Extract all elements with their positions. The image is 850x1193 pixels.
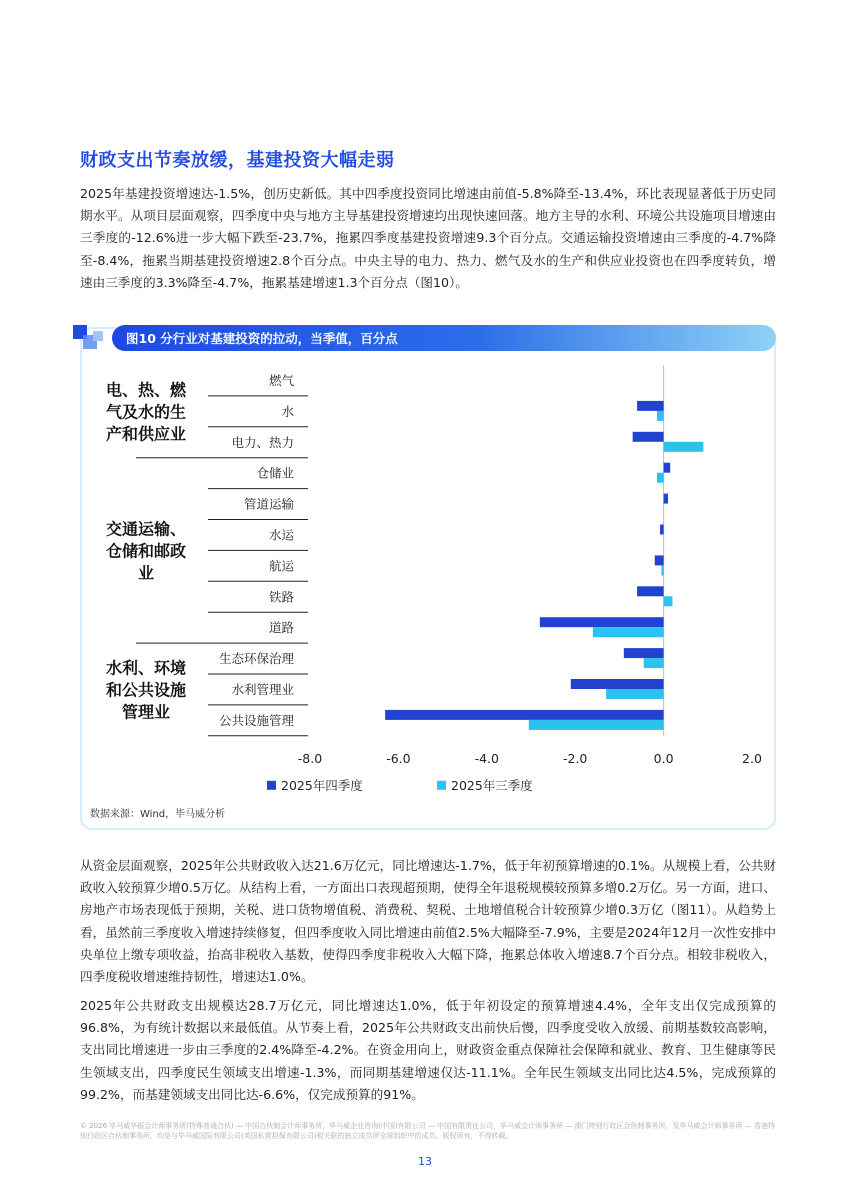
paragraph-infrastructure: 2025年基建投资增速达-1.5%，创历史新低。其中四季度投资同比增速由前值-5.8%降至-13.4%，环比表现显著低于历史同期水平。从项目层面观察，四季度中央与地方主导基建投资增速均出现快速回落。地方主导的水利、环境公共设施项目增速由三季度的-12.6%进一步大幅下跌至-23.7%，拖累四季度基建投资增速9.3个百分点。交通运输投资增速由三季度的-4.7%降至-8.4%，拖累当期基建投资增速2.8个百分点。中央主导的电力、热力、燃气及水的生产和供应业投资也在四季度转负，增速由三季度的3.3%降至-4.7%，拖累基建增速1.3个百分点（图10）。	[80, 186, 776, 290]
bar-q4	[624, 648, 664, 658]
bar-q4	[664, 494, 668, 504]
x-tick-label: 2.0	[742, 750, 762, 766]
category-label: 水运	[268, 527, 294, 543]
chart-title: 图10 分行业对基建投资的拉动，当季值，百分点	[126, 331, 398, 346]
bar-q4	[571, 679, 664, 689]
bar-q3	[644, 658, 664, 668]
bar-q4	[633, 432, 664, 442]
bar-q4	[664, 463, 671, 473]
group-label: 交通运输、	[105, 519, 187, 539]
chart-title-bar	[112, 325, 776, 351]
bar-q3	[529, 720, 664, 730]
category-label: 生态环保治理	[218, 651, 294, 667]
group-label: 和公共设施	[105, 680, 187, 700]
group-label: 管理业	[121, 702, 171, 722]
x-tick-label: -6.0	[386, 750, 411, 766]
category-label: 管道运输	[243, 496, 294, 512]
bar-q4	[385, 710, 663, 720]
x-tick-label: -4.0	[474, 750, 499, 766]
category-label: 电力、热力	[231, 434, 294, 450]
legend-swatch	[267, 781, 276, 790]
legend-swatch	[437, 781, 446, 790]
category-label: 水利管理业	[231, 681, 294, 697]
legend-label: 2025年四季度	[281, 777, 363, 793]
bar-q3	[664, 596, 673, 606]
category-label: 燃气	[268, 372, 294, 388]
bar-q3	[657, 473, 664, 483]
data-source: 数据来源：Wind，毕马威分析	[90, 809, 226, 820]
category-label: 公共设施管理	[218, 712, 294, 728]
bar-q3	[664, 442, 704, 452]
x-tick-label: -8.0	[297, 750, 323, 766]
category-label: 航运	[268, 558, 294, 574]
bar-q4	[540, 617, 664, 627]
bar-q4	[655, 555, 664, 565]
section-title: 财政支出节奏放缓，基建投资大幅走弱	[80, 150, 395, 171]
paragraph-expenditure: 2025年公共财政支出规模达28.7万亿元，同比增速达1.0%，低于年初设定的预算增速4.4%，全年支出仅完成预算的96.8%，为有统计数据以来最低值。从节奏上看，2025年公共财政支出前快后慢，四季度受收入放缓、前期基数较高影响，支出同比增速进一步由三季度的2.4%降至-4.2%。在资金用向上，财政资金重点保障社会保障和就业、教育、卫生健康等民生领域支出，四季度民生领域支出增速-1.3%，而同期基建增速仅达-11.1%。全年民生领域支出同比达4.5%，完成预算的99.2%，而基建领域支出同比达-6.6%，仅完成预算的91%。	[80, 998, 776, 1102]
bar-q3	[661, 565, 663, 575]
category-label: 仓储业	[256, 465, 294, 481]
bar-q3	[657, 411, 664, 421]
category-label: 水	[281, 403, 294, 419]
group-label: 业	[137, 563, 155, 583]
category-label: 铁路	[268, 589, 294, 605]
bar-q4	[637, 401, 664, 411]
legend-label: 2025年三季度	[451, 777, 533, 793]
group-label: 水利、环境	[105, 658, 187, 678]
copyright-note: © 2026 毕马威华振会计师事务所(特殊普通合伙) — 中国合伙制会计师事务所，毕马威企业咨询(中国)有限公司 — 中国有限责任公司，毕马威会计师事务所 — 澳门特别行政区合伙制事务所，及毕马威会计师事务所 — 香港特别行政区合伙制事务所，均是与毕马威国际有限公司(英国私营担保有限公司)相关联的独立成员所全球组织中的成员。版权所有，不得转载。	[80, 1122, 775, 1140]
group-label: 气及水的生	[105, 402, 187, 422]
page-number: 13	[418, 1155, 432, 1168]
group-label: 电、热、燃	[105, 380, 187, 400]
paragraph-revenue: 从资金层面观察，2025年公共财政收入达21.6万亿元，同比增速达-1.7%，低于年初预算增速的0.1%。从规模上看，公共财政收入较预算少增0.5万亿。从结构上看，一方面出口表现超预期，使得全年退税规模较预算多增0.2万亿。另一方面，进口、房地产市场表现低于预期，关税、进口货物增值税、消费税、契税、土地增值税合计较预算少增0.3万亿（图11）。从趋势上看，虽然前三季度收入增速持续修复，但四季度收入同比增速由前值2.5%大幅降至-7.9%，主要是2024年12月一次性安排中央单位上缴专项收益，抬高非税收入基数，使得四季度非税收入大幅下降，拖累总体收入增速8.7个百分点。相较非税收入，四季度税收增速维持韧性，增速达1.0%。	[80, 858, 776, 985]
category-label: 道路	[268, 620, 294, 636]
x-tick-label: -2.0	[563, 750, 588, 766]
x-tick-label: 0.0	[653, 750, 674, 766]
group-label: 产和供应业	[105, 424, 187, 444]
bar-q3	[593, 627, 664, 637]
bar-q4	[660, 525, 664, 535]
decorative-square-icon	[93, 331, 103, 341]
bar-chart	[80, 355, 776, 803]
group-label: 仓储和邮政	[105, 541, 187, 561]
bar-q4	[637, 586, 664, 596]
bar-q3	[606, 689, 663, 699]
